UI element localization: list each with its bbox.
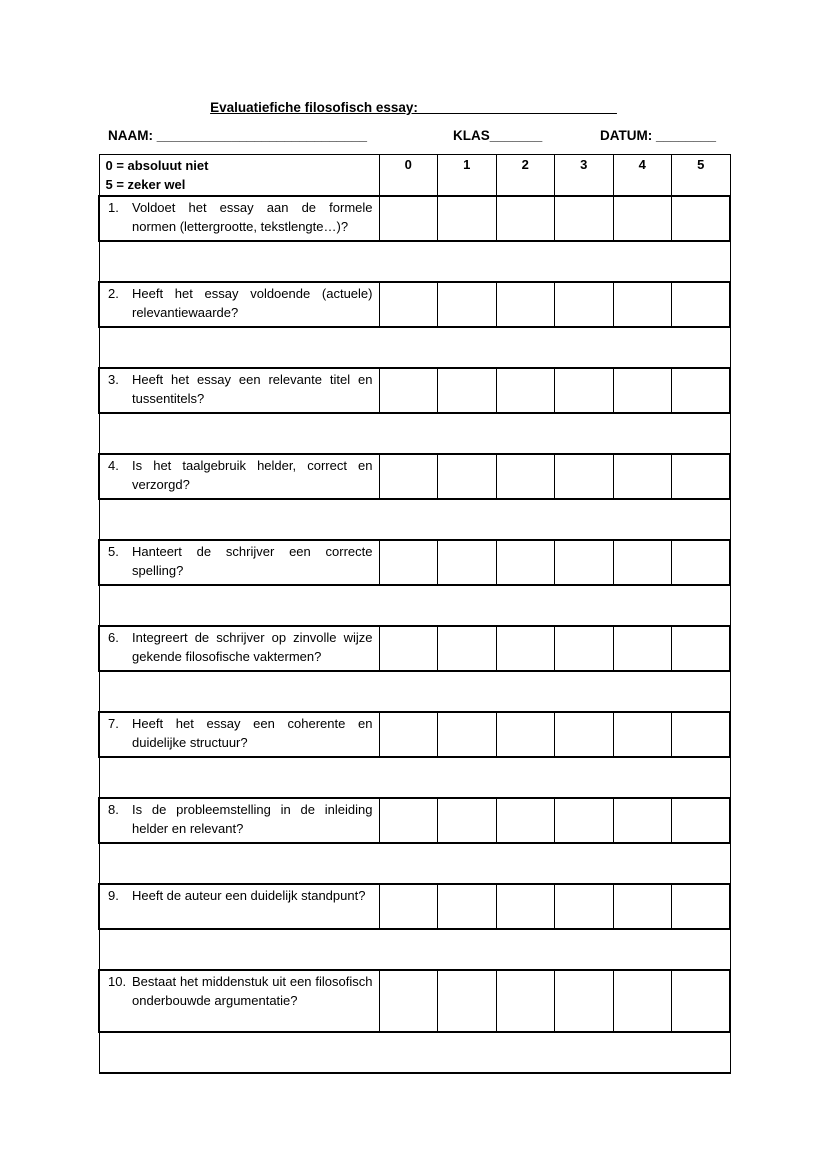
score-cell-2[interactable] (496, 970, 555, 1032)
score-cell-1[interactable] (438, 196, 497, 241)
question-row (99, 626, 730, 671)
question-cell (99, 368, 379, 413)
legend-line-max: 5 = zeker wel (105, 177, 186, 192)
score-cell-5[interactable] (672, 454, 731, 499)
question-text: Heeft het essay een coherente en duidelijke structuur? (132, 716, 373, 750)
score-cell-2[interactable] (496, 712, 555, 757)
score-cell-1[interactable] (438, 884, 497, 929)
score-cell-5[interactable] (672, 712, 731, 757)
question-text: Voldoet het essay aan de formele normen (lettergrootte, tekstlengte…)? (132, 200, 373, 234)
score-cell-3[interactable] (555, 712, 614, 757)
score-cell-2[interactable] (496, 196, 555, 241)
comment-row (99, 843, 730, 884)
question-cell (99, 970, 379, 1032)
score-cell-1[interactable] (438, 454, 497, 499)
score-cell-2[interactable] (496, 282, 555, 327)
comment-row (99, 929, 730, 970)
question-number: 4. (108, 458, 119, 473)
question-row (99, 712, 730, 757)
comment-cell[interactable] (99, 241, 730, 282)
score-cell-0[interactable] (379, 196, 438, 241)
question-row (99, 282, 730, 327)
score-cell-1[interactable] (438, 970, 497, 1032)
comment-cell[interactable] (99, 585, 730, 626)
comment-cell[interactable] (99, 757, 730, 798)
question-row (99, 970, 730, 1032)
legend-line-min: 0 = absoluut niet (105, 158, 209, 173)
comment-row (99, 499, 730, 540)
question-number: 6. (108, 630, 119, 645)
score-cell-3[interactable] (555, 540, 614, 585)
score-cell-4[interactable] (613, 884, 672, 929)
comment-cell[interactable] (99, 929, 730, 970)
question-cell (99, 712, 379, 757)
score-cell-1[interactable] (438, 798, 497, 843)
score-cell-3[interactable] (555, 798, 614, 843)
comment-cell[interactable] (99, 671, 730, 712)
score-cell-0[interactable] (379, 368, 438, 413)
score-cell-5[interactable] (672, 884, 731, 929)
score-cell-3[interactable] (555, 282, 614, 327)
score-header-0: 0 (379, 155, 438, 197)
comment-cell[interactable] (99, 1032, 730, 1073)
score-cell-4[interactable] (613, 196, 672, 241)
comment-cell[interactable] (99, 499, 730, 540)
score-cell-3[interactable] (555, 970, 614, 1032)
score-cell-5[interactable] (672, 540, 731, 585)
score-header-2: 2 (496, 155, 555, 197)
question-cell (99, 454, 379, 499)
score-header-row (99, 155, 730, 197)
question-text: Bestaat het middenstuk uit een filosofisch onderbouwde argumentatie? (132, 974, 373, 1008)
question-number: 9. (108, 888, 119, 903)
question-number: 1. (108, 200, 119, 215)
score-cell-1[interactable] (438, 282, 497, 327)
score-cell-5[interactable] (672, 368, 731, 413)
comment-row (99, 671, 730, 712)
score-cell-2[interactable] (496, 884, 555, 929)
question-number: 8. (108, 802, 119, 817)
score-cell-2[interactable] (496, 540, 555, 585)
question-row (99, 368, 730, 413)
question-text: Is het taalgebruik helder, correct en verzorgd? (132, 458, 373, 492)
score-cell-1[interactable] (438, 712, 497, 757)
score-cell-0[interactable] (379, 884, 438, 929)
question-cell (99, 626, 379, 671)
score-cell-2[interactable] (496, 454, 555, 499)
score-cell-3[interactable] (555, 454, 614, 499)
score-cell-5[interactable] (672, 798, 731, 843)
score-cell-5[interactable] (672, 970, 731, 1032)
score-cell-2[interactable] (496, 626, 555, 671)
comment-cell[interactable] (99, 327, 730, 368)
question-number: 7. (108, 716, 119, 731)
question-text: Integreert de schrijver op zinvolle wijze gekende filosofische vaktermen? (132, 630, 373, 664)
score-cell-4[interactable] (613, 282, 672, 327)
score-cell-2[interactable] (496, 798, 555, 843)
question-cell (99, 282, 379, 327)
score-header-4: 4 (613, 155, 672, 197)
score-cell-4[interactable] (613, 540, 672, 585)
date-field[interactable]: DATUM: ________ (600, 128, 717, 143)
question-row (99, 454, 730, 499)
score-cell-0[interactable] (379, 712, 438, 757)
question-text: Heeft het essay een relevante titel en tussentitels? (132, 372, 373, 406)
comment-row (99, 1032, 730, 1073)
question-row (99, 196, 730, 241)
score-cell-0[interactable] (379, 540, 438, 585)
question-cell (99, 540, 379, 585)
score-cell-0[interactable] (379, 626, 438, 671)
question-text: Hanteert de schrijver een correcte spelling? (132, 544, 373, 578)
form-title-text: Evaluatiefiche filosofisch essay: __________________________ (210, 100, 617, 115)
comment-row (99, 327, 730, 368)
score-cell-0[interactable] (379, 454, 438, 499)
question-text: Heeft de auteur een duidelijk standpunt? (132, 888, 366, 903)
question-text: Is de probleemstelling in de inleiding helder en relevant? (132, 802, 373, 836)
form-title (0, 100, 827, 115)
score-cell-2[interactable] (496, 368, 555, 413)
evaluation-table (98, 154, 731, 1074)
score-cell-3[interactable] (555, 626, 614, 671)
score-cell-4[interactable] (613, 626, 672, 671)
score-cell-5[interactable] (672, 626, 731, 671)
score-cell-4[interactable] (613, 712, 672, 757)
score-cell-1[interactable] (438, 368, 497, 413)
score-cell-4[interactable] (613, 454, 672, 499)
score-cell-3[interactable] (555, 196, 614, 241)
question-row (99, 798, 730, 843)
name-field[interactable]: NAAM: ____________________________ (108, 128, 367, 143)
score-cell-4[interactable] (613, 368, 672, 413)
comment-row (99, 413, 730, 454)
question-row (99, 884, 730, 929)
comment-row (99, 757, 730, 798)
score-cell-3[interactable] (555, 884, 614, 929)
comment-cell[interactable] (99, 413, 730, 454)
score-cell-4[interactable] (613, 970, 672, 1032)
question-number: 3. (108, 372, 119, 387)
comment-row (99, 585, 730, 626)
score-cell-4[interactable] (613, 798, 672, 843)
question-cell (99, 884, 379, 929)
score-legend (99, 155, 379, 197)
score-cell-5[interactable] (672, 282, 731, 327)
comment-row (99, 241, 730, 282)
question-number: 10. (108, 974, 127, 989)
score-cell-0[interactable] (379, 970, 438, 1032)
score-cell-0[interactable] (379, 282, 438, 327)
question-number: 2. (108, 286, 119, 301)
score-cell-3[interactable] (555, 368, 614, 413)
score-cell-1[interactable] (438, 540, 497, 585)
class-field[interactable]: KLAS_______ (453, 128, 543, 143)
score-header-1: 1 (438, 155, 497, 197)
comment-cell[interactable] (99, 843, 730, 884)
question-number: 5. (108, 544, 119, 559)
question-cell (99, 798, 379, 843)
question-cell (99, 196, 379, 241)
score-cell-0[interactable] (379, 798, 438, 843)
score-header-5: 5 (672, 155, 731, 197)
score-cell-1[interactable] (438, 626, 497, 671)
score-cell-5[interactable] (672, 196, 731, 241)
score-header-3: 3 (555, 155, 614, 197)
question-text: Heeft het essay voldoende (actuele) relevantiewaarde? (132, 286, 373, 320)
question-row (99, 540, 730, 585)
